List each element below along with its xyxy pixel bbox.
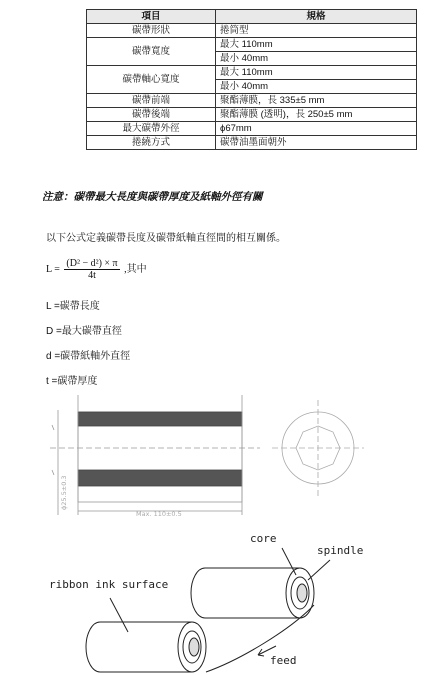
header-item: 項目 — [87, 10, 216, 24]
feed-label: feed — [270, 654, 297, 667]
cell-item: 碳帶軸心寬度 — [87, 66, 216, 94]
cell-spec: 碳帶油墨面朝外 — [216, 136, 417, 150]
definition-L: L =碳帶長度 — [46, 301, 100, 312]
cell-spec: 捲筒型 — [216, 24, 417, 38]
cell-item: 捲繞方式 — [87, 136, 216, 150]
cell-item: 碳帶形狀 — [87, 24, 216, 38]
spindle-label: spindle — [317, 544, 364, 557]
cell-item: 碳帶前端 — [87, 94, 216, 108]
definition-t: t =碳帶厚度 — [46, 376, 98, 387]
formula-suffix: ,其中 — [124, 263, 147, 275]
cell-spec: 最小 40mm — [216, 80, 417, 94]
formula-lhs: L = — [46, 263, 60, 275]
definition-D: D =最大碳帶直徑 — [46, 326, 122, 337]
cell-spec: 最大 110mm — [216, 66, 417, 80]
dim-bottom-label: Max. 110±0.5 — [136, 510, 182, 518]
cell-item: 碳帶寬度 — [87, 38, 216, 66]
definition-d: d =碳帶紙軸外直徑 — [46, 351, 131, 362]
ribbon-side-view — [50, 395, 260, 515]
cell-item: 碳帶後端 — [87, 108, 216, 122]
note-heading: 注意：碳帶最大長度與碳帶厚度及紙軸外徑有關 — [42, 191, 263, 203]
header-spec: 規格 — [216, 10, 417, 24]
cell-spec: 最大 110mm — [216, 38, 417, 52]
core-label: core — [250, 532, 277, 545]
dim-left-label: ϕ25.5±0.3 — [60, 475, 68, 510]
ribbon-end-view — [272, 400, 364, 496]
cell-spec: ϕ67mm — [216, 122, 417, 136]
formula-denominator: 4t — [88, 270, 96, 281]
cell-spec: 聚酯薄膜，長 335±5 mm — [216, 94, 417, 108]
intro-text: 以下公式定義碳帶長度及碳帶紙軸直徑間的相互關係。 — [46, 233, 286, 244]
formula-numerator: (D² − d²) × π — [66, 258, 118, 269]
cell-spec: 聚酯薄膜 (透明)，長 250±5 mm — [216, 108, 417, 122]
ribbon-surface-label: ribbon ink surface — [49, 578, 169, 591]
cell-spec: 最小 40mm — [216, 52, 417, 66]
cell-item: 最大碳帶外徑 — [87, 122, 216, 136]
